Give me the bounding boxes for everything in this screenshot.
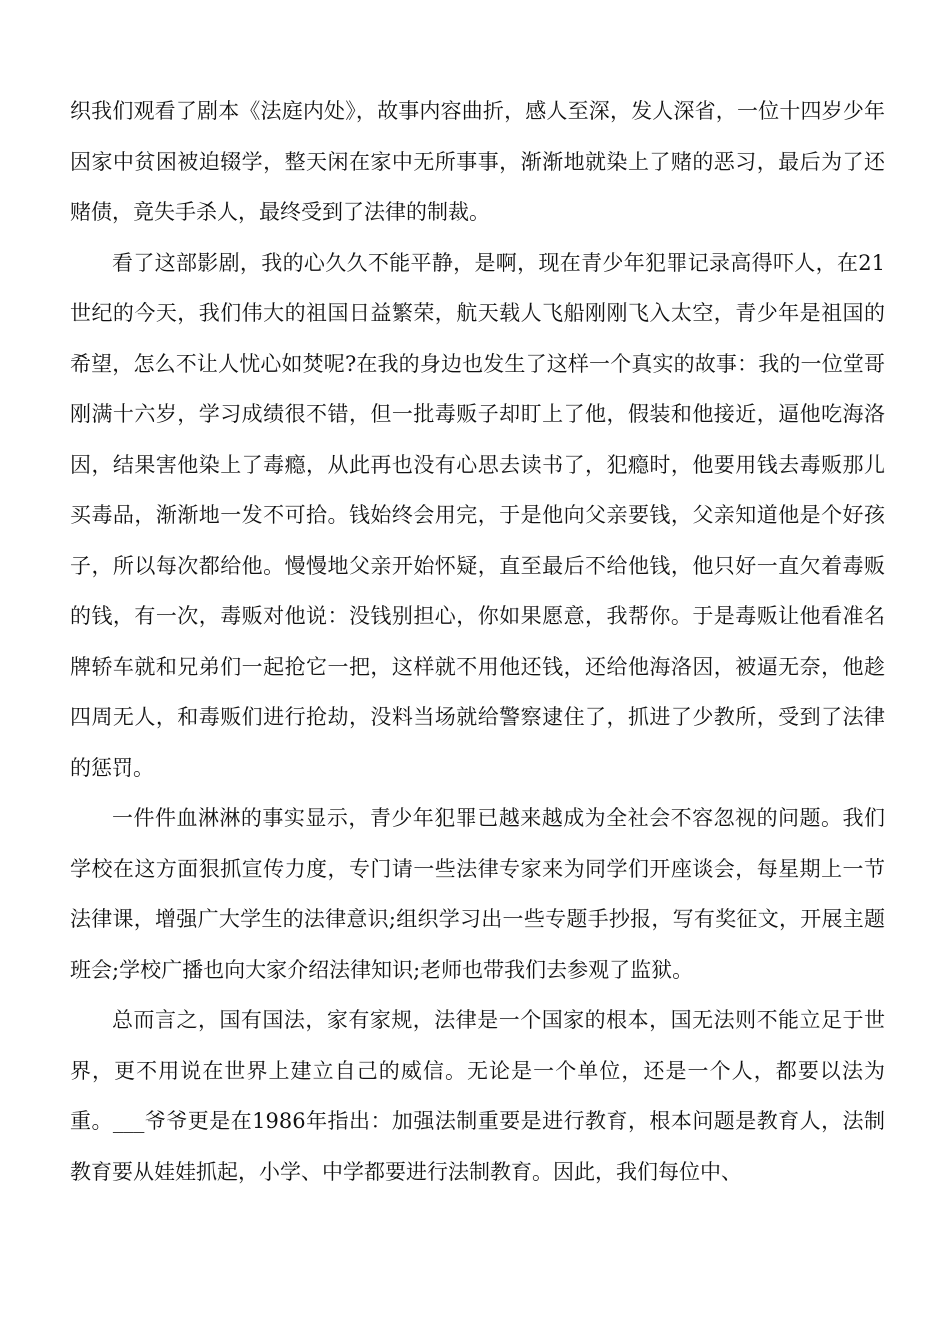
paragraph-4: 总而言之，国有国法，家有家规，法律是一个国家的根本，国无法则不能立足于世界，更不用说在世界上建立自己的威信。无论是一个单位，还是一个人，都要以法为重。___爷爷更是在1986年指出：加强法制重要是进行教育，根本问题是教育人，法制教育要从娃娃抓起，小学、中学都要进行法制教育。因此，我们每位中、	[70, 1008, 885, 1184]
document-body	[70, 86, 885, 1197]
paragraph-3: 一件件血淋淋的事实显示，青少年犯罪已越来越成为全社会不容忽视的问题。我们学校在这方面狠抓宣传力度，专门请一些法律专家来为同学们开座谈会，每星期上一节法律课，增强广大学生的法律意识;组织学习出一些专题手抄报，写有奖征文，开展主题班会;学校广播也向大家介绍法律知识;老师也带我们去参观了监狱。	[70, 806, 885, 982]
paragraph-1: 织我们观看了剧本《法庭内处》，故事内容曲折，感人至深，发人深省，一位十四岁少年因家中贫困被迫辍学，整天闲在家中无所事事，渐渐地就染上了赌的恶习，最后为了还赌债，竟失手杀人，最终受到了法律的制裁。	[70, 99, 885, 224]
paragraph-2: 看了这部影剧，我的心久久不能平静，是啊，现在青少年犯罪记录高得吓人，在21世纪的今天，我们伟大的祖国日益繁荣，航天载人飞船刚刚飞入太空，青少年是祖国的希望，怎么不让人忧心如焚呢?在我的身边也发生了这样一个真实的故事：我的一位堂哥刚满十六岁，学习成绩很不错，但一批毒贩子却盯上了他，假装和他接近，逼他吃海洛因，结果害他染上了毒瘾，从此再也没有心思去读书了，犯瘾时，他要用钱去毒贩那儿买毒品，渐渐地一发不可拾。钱始终会用完，于是他向父亲要钱，父亲知道他是个好孩子，所以每次都给他。慢慢地父亲开始怀疑，直至最后不给他钱，他只好一直欠着毒贩的钱，有一次，毒贩对他说：没钱别担心，你如果愿意，我帮你。于是毒贩让他看准名牌轿车就和兄弟们一起抢它一把，这样就不用他还钱，还给他海洛因，被逼无奈，他趁四周无人，和毒贩们进行抢劫，没料当场就给警察逮住了，抓进了少教所，受到了法律的惩罚。	[70, 250, 885, 780]
